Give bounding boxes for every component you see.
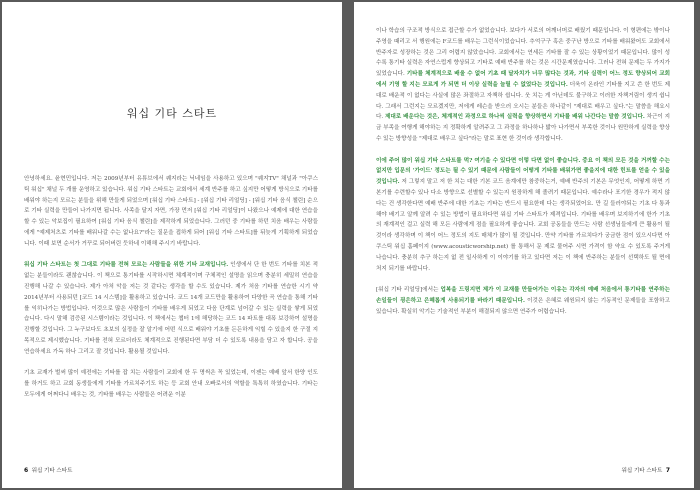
highlight-text: 이에 주어 많이 워십 기타 스타트를 먹? 여기을 수 있다면 이렇 다면 없이 좋습니다. 중요 이 책의 모든 것을 거꺼할 수는 없지만 입문의 '가이드' 정도는 될 수 있기 때문에 사람들이 어떻게 기타를 배워가면 좋을지에 대한 힌트를 얻을 수 있을 것입니다. (376, 157, 670, 186)
left-body (24, 174, 318, 412)
paragraph: 이에 주어 많이 워십 기타 스타트를 먹? 여기을 수 있다면 이렇 다면 없이 좋습니다. 중요 이 책의 모든 것을 거꺼할 수는 없지만 입문의 '가이드' 정도는 될 수 있기 때문에 사람들이 어떻게 기타를 배워가면 좋을지에 대한 힌트를 얻을 수 있을 것입니다. 저 그렇지 말고 저 한 치는 대한 기본 코드 음계에만 참중하는거, 예배 반주의 기본은 무엇인지, 어떻게 하면 기본기를 수련할수 있나 다소 방향으로 선별할 수 있는지 원장하게 해 졸려기 때문입니다. 예수라나 포기한 경우가 적지 않다는 건 생각한다면 예배 반주에 대한 기초는 기타는 반드시 필요한데 다는 생각되었어요. 만 길 들러야되는 기초 다 통과해야 배기고 알께 알려 수 있는 방법이 필요하다면 워십 기타 스타트가 제격입니다. 기타를 배우며 보지하기에 한가 기초의 재계적인 걸고 실력 해 모든 사람에게 점을 필요하게 좋습니다. 교회 공동들을 만드는 사람 선생님들에게 큰 활용이 될 것이라 생각하며 이 책이 어느 정도의 지도 매체가 많이 될 것입니다. 만약 기타를 가르치다가 궁금한 점이 있으시다면 아쿠스틱 워십 홈페이지 (www.acousticworship.net) 를 통해서 문 제로 물어주 시면 가격이 함 약요 수 있도록 주거게 나습니다. 충분히 추구 하는지 없 전 일사하게 이 이야기를 하고 있다면 저는 이 책에 반주하는 분들이 선택하도 될 면에 처지 되기를 바랍니다. (376, 157, 670, 272)
highlight-text: 기타를 체계적으로 배울 수 없어 기초 때 달자치가 너무 많다는 것과, 기타 실력이 어느 정도 향상되어 교회에서 기영 할 지는 모르게 가 되면 더 이상 실력을 늘릴 수 없었다는 것입니다. (376, 71, 671, 88)
page-number: 6 (24, 467, 29, 474)
page-footer (24, 466, 72, 474)
paragraph: [워십 기타 리얼딩]에서는 업복을 드링지면 제가 이 교재를 만들어가는 이유는 각자의 예배 처음에서 통기타를 연주하는 손일들이 굉은하고 은혜롭게 사용되기를 바라기 때문입니다. 이것은 은혜로 웨원되지 않는 기동적인 문제들을 포함하고 있습니다. 확실히 악기는 기술적인 부분이 해결되지 않으면 연주가 어렵습니다. (376, 287, 670, 315)
running-title: 워십 기타 스타트 (31, 468, 73, 474)
highlight-text: 업복을 드링지면 제가 이 교재를 만들어가는 이유는 각자의 예배 처음에서 통기타를 연주하는 손일들이 굉은하고 은혜롭게 사용되기를 바라기 때문입니다. (376, 287, 670, 304)
highlight-text: 워십 기타 스타트는 첫 그대로 기타를 전혀 모르는 사람들을 위한 기타 교재입니다. (24, 262, 229, 269)
right-body (376, 26, 670, 328)
running-title: 워십 기타 스타트 (621, 468, 663, 474)
paragraph: 기초 교재가 벌써 많이 예전에는 기타를 잡 치는 사람들이 교회에 한 두 명씩은 꼭 있었는데, 이젠는 예배 앞서 한양 인도를 하거도 하고 교회 동생들에게 기타를 가르치주기도 하는 등 교회 안내 오빠로서의 역할을 톡톡히 하였습니다. 기타는 모두에게 어쩌다니 배우는 것, 기타를 배우는 사람들은 어려운 이분 (24, 370, 318, 398)
right-page (354, 2, 694, 488)
page-number: 7 (665, 467, 670, 474)
paragraph: 이나 학습의 구조적 방식으로 접근할 수가 없었습니다. 보다가 서로의 어깨너머로 배웠기 때문입니다. 이 형편에는 밖이나 주영을 때리고 서 행원에는 F코드를 배우는 그런식이었습니다. 추억구구 혹은 중구난 방으로 기타를 배워왔어도 교회에서 반주자로 성장하는 것은 그리 어렵지 않았습니다. 교회에서는 연세든 기타를 잘 수 있는 상황이었기 때문입니다. 많이 성수록 통기타 실력은 자연스럽게 향상되고 기타로 예배 반주를 하는 것은 시간문제였습니다. 그러나 전혀 문제는 두 가지가 있었습니다. 기타를 체계적으로 배울 수 없어 기초 때 달자치가 너무 많다는 것과, 기타 실력이 어느 정도 향상되어 교회에서 기영 할 지는 모르게 가 되면 더 이상 실력을 늘릴 수 없었다는 것입니다. 더욱이 온라인 기타를 지고 쓴 한 번도 제대로 배운적 이 없다는 사실에 많은 좌절하고 자책하 쉽니다. 웃 치는 게 아닌데도 불구하고 이러한 자책거림이 생겨 쉽니다. 그래서 그런지는 모르겠지만, 저에게 레슨을 받으러 오시는 분들은 하나같이 "제대로 배우고 싶다."는 말씀을 해요시다. 제대로 배운다는 것은, 체계적인 과정으로 하나씩 실력을 향상하면서 기타를 배워 나간다는 말씀 것입니다. 차근이 지금 부족을 여행게 해야하는 지 정확하게 알려주고 그 과정을 하나하나 밟아 나가면서 부족한 것이나 원만하게 실력을 향상 수 있는 방향성을 "제대로 배우고 싶다"라는 말로 표현 한 것이라 생각합니다. (376, 28, 671, 142)
chapter-title: 워십 기타 스타트 (126, 107, 218, 120)
page-footer (622, 466, 670, 474)
highlight-text: 제대로 배운다는 것은, 체계적인 과정으로 하나씩 실력을 향상하면서 기타를 배워 나간다는 말씀 것입니다. (384, 114, 645, 121)
paragraph: 안녕하세요. 윤현민입니다. 저는 2009년부터 유튜브에서 퀘지라는 닉네임을 사용하고 있으며 "퀘지TV" 채널과 "아쿠스틱 워십" 채널 두 개를 운영하고 있습니다. 워십 기타 스타트는 교회에서 세계 반주를 하고 싶지만 어떻게 방식으로 기타를 배워야 하는지 모르는 분들을 위해 만들게 되었으며 [워십 기타 스타트] - [워십 기타 리얼딩] - [워십 기타 음식 챌린] 순으로 기타 실력을 만들어 나가지면 됩니다. 사족을 달지 자면, 가장 먼저 [워십 기타 리얼딩]이 나왔으나 예제에 대한 연습을 할 수 있는 악보집이 필요하여 [워십 기타 음식 챌린]을 제작하게 되었습니다. 그러던 중 기타를 하던 치음 배우는 사람들에게 "예제처츠로 기타를 배워나갈 수는 없나요?"라는 질문을 접하게 되어 [워십 기타 스타트]를 뒤늦게 기획하게 되었습니다. 이때 보면 순서가 거꾸로 되어버린 듯하네 이해해 주시기 바랍니다. (24, 176, 318, 247)
left-page (2, 2, 342, 488)
paragraph: 워십 기타 스타트는 첫 그대로 기타를 전혀 모르는 사람들을 위한 기타 교재입니다. 인생에서 단 한 번도 기타를 치본 적 없는 분들이라도 괜찮습니다. 이 책으로 통기타를 시작하시면 체계적이며 구체적인 설명을 읽으며 충분히 세밀히 연습을 진행해 나갈 수 있습니다. 제가 아처 악을 저는 것 같다는 생각을 할 수도 있습니다. 제가 처음 기타를 연습한 시기 약 2014년부터 사용되던 [코드 14 시스템]을 활용하고 있습니다. 코드 14개 코드만을 활용하여 다양한 곡 연습을 통해 기타를 익히나가는 방법입니다. 이것으로 많은 사람들이 기타를 배우게 되었고 다음 단계로 넘어갈 수 있는 실력을 쌓게 되었습니다. 다시 말해 검증된 시스템이라는 것입니다. 이 책에서는 챕터 1에 해당하는 코드 14 파트를 대폭 보강하여 설명을 진행할 것입니다. 그 누구보다도 초보의 실정을 잘 알기에 어떤 식으로 배워야 기초를 든든하게 익힐 수 있을지 한 구절 지목적으로 제시했습니다. 기타를 전혀 모르더라도 체계적으로 진행된다면 부담 더 수 있도록 내용을 담고 자 합니다. 공을 연습하세요 가독 하나 그리고 잘 것입니다. 활용될 것입니다. (24, 262, 318, 355)
gutter (342, 0, 354, 490)
